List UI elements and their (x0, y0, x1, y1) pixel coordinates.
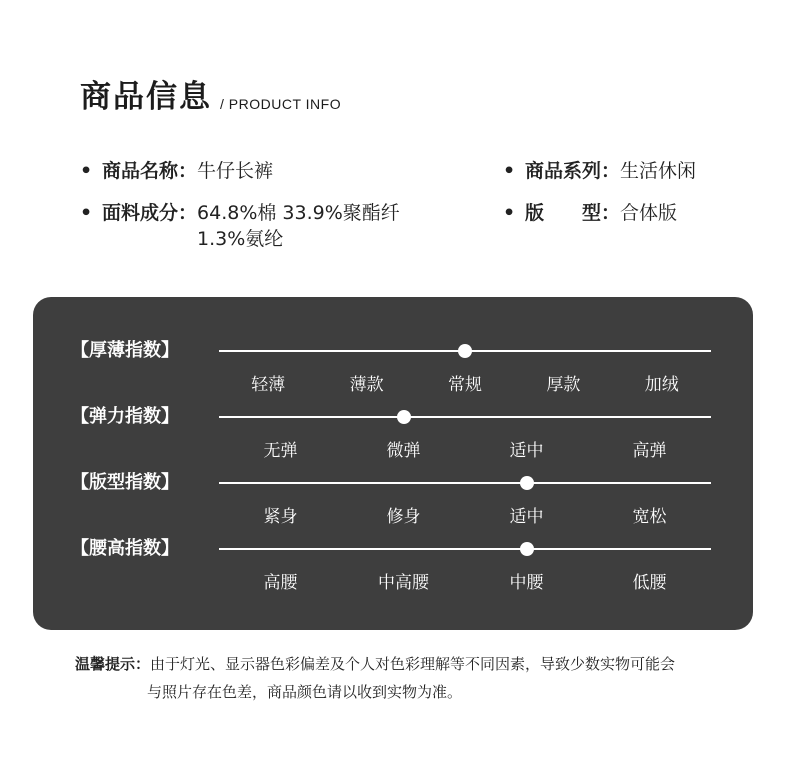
scale-title: 【厚薄指数】 (71, 340, 179, 361)
fabric-value (197, 200, 400, 252)
scale-option: 高腰 (263, 573, 298, 593)
bullet-icon: • (503, 160, 516, 182)
scale-indicator (397, 410, 411, 424)
disclaimer-note (75, 650, 675, 678)
page-subtitle: / PRODUCT INFO (220, 96, 342, 112)
info-item-series (503, 158, 696, 184)
scale-option: 厚款 (546, 375, 581, 395)
scale-indicator (458, 344, 472, 358)
scale-fit (33, 470, 753, 530)
fit-label: 版 型： (525, 202, 621, 224)
series-label: 商品系列： (525, 160, 621, 182)
scale-option: 常规 (448, 375, 482, 395)
scale-track (219, 548, 711, 550)
scale-title: 【腰高指数】 (71, 538, 179, 559)
fabric-value-line1: 64.8%棉 33.9%聚酯纤 (197, 202, 400, 224)
scale-option: 高弹 (632, 441, 667, 461)
bullet-icon: • (80, 160, 93, 182)
scale-option: 轻薄 (251, 375, 286, 395)
scale-elasticity (33, 404, 753, 464)
name-value: 牛仔长裤 (197, 160, 274, 182)
scale-option: 修身 (386, 507, 421, 527)
scale-waist (33, 536, 753, 596)
series-value: 生活休闲 (620, 160, 697, 182)
bullet-icon: • (503, 202, 516, 224)
scale-option: 加绒 (644, 375, 679, 395)
scale-option: 中腰 (509, 573, 544, 593)
name-label: 商品名称： (102, 160, 198, 182)
info-item-name (80, 158, 273, 184)
scale-option: 薄款 (349, 375, 384, 395)
scale-option: 紧身 (263, 507, 298, 527)
fabric-value-line2: 1.3%氨纶 (197, 228, 284, 250)
scale-title: 【版型指数】 (71, 472, 179, 493)
scale-title: 【弹力指数】 (71, 406, 179, 427)
scale-thickness (33, 338, 753, 398)
scale-track (219, 482, 711, 484)
note-line1: 由于灯光、显示器色彩偏差及个人对色彩理解等不同因素，导致少数实物可能会 (150, 655, 676, 673)
scale-track (219, 416, 711, 418)
page-header (80, 78, 341, 116)
info-item-fit (503, 200, 677, 226)
scale-indicator (520, 542, 534, 556)
scale-option: 适中 (509, 507, 544, 527)
fabric-label: 面料成分： (102, 202, 198, 224)
fit-value: 合体版 (620, 202, 678, 224)
scale-option: 中高腰 (378, 573, 429, 593)
info-item-fabric (80, 200, 400, 252)
scale-indicator (520, 476, 534, 490)
bullet-icon: • (80, 202, 93, 224)
note-label: 温馨提示： (75, 655, 151, 673)
scale-option: 宽松 (632, 507, 667, 527)
index-panel (33, 297, 753, 630)
note-line2: 与照片存在色差，商品颜色请以收到实物为准。 (147, 683, 463, 701)
scale-option: 无弹 (263, 441, 298, 461)
scale-option: 低腰 (632, 573, 667, 593)
page-title: 商品信息 (80, 79, 212, 115)
scale-option: 微弹 (386, 441, 421, 461)
scale-option: 适中 (509, 441, 544, 461)
